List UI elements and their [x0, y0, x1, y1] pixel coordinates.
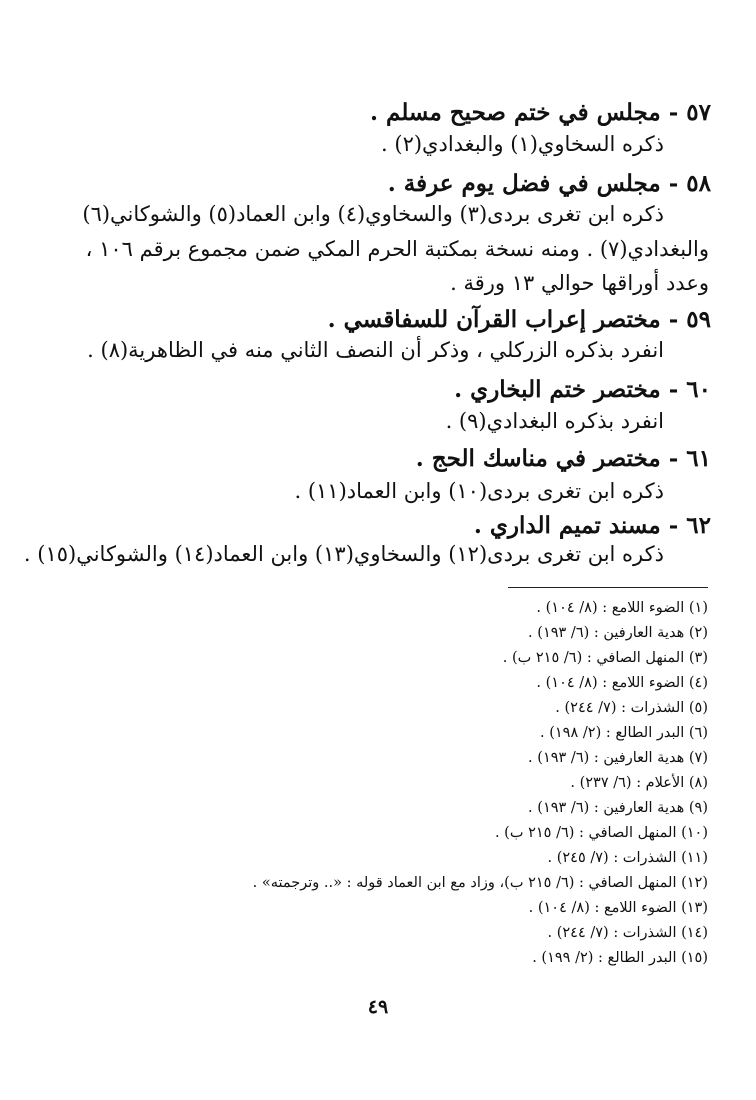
entry-59-body: انفرد بذكره الزركلي ، وذكر أن النصف الثاني منه في الظاهرية(٨) . [87, 338, 664, 362]
entry-62-title [474, 512, 711, 540]
entry-title-text: - مختصر في مناسك الحج . [415, 445, 679, 472]
entry-57-title [370, 99, 711, 127]
entry-number: ٥٨ [686, 170, 711, 197]
footnote-6: (٦) البدر الطالع : (٢/ ١٩٨) . [540, 725, 708, 741]
footnote-separator [508, 587, 708, 588]
entry-number: ٥٧ [686, 99, 711, 126]
entry-62-body: ذكره ابن تغرى بردى(١٢) والسخاوي(١٣) وابن العماد(١٤) والشوكاني(١٥) . [23, 542, 664, 566]
entry-58-body-line-2: والبغدادي(٧) . ومنه نسخة بمكتبة الحرم المكي ضمن مجموع برقم ١٠٦ ، [85, 237, 709, 261]
footnote-3: (٣) المنهل الصافي : (٦/ ٢١٥ ب) . [502, 650, 708, 666]
entry-title-text: - مسند تميم الداري . [473, 512, 679, 539]
footnote-9: (٩) هدية العارفين : (٦/ ١٩٣) . [528, 800, 708, 816]
footnote-10: (١٠) المنهل الصافي : (٦/ ٢١٥ ب) . [494, 825, 708, 841]
footnote-4: (٤) الضوء اللامع : (٨/ ١٠٤) . [536, 675, 708, 691]
entry-number: ٦١ [686, 445, 711, 472]
entry-number: ٥٩ [686, 306, 711, 333]
entry-number: ٦٢ [686, 512, 711, 539]
entry-60-title [454, 376, 711, 404]
entry-title-text: - مجلس في فضل يوم عرفة . [387, 170, 679, 197]
footnote-14: (١٤) الشذرات : (٧/ ٢٤٤) . [547, 925, 708, 941]
footnote-12: (١٢) المنهل الصافي : (٦/ ٢١٥ ب)، وزاد مع ابن العماد قوله : «.. وترجمته» . [252, 875, 708, 891]
entry-60-body: انفرد بذكره البغدادي(٩) . [445, 409, 664, 433]
footnote-13: (١٣) الضوء اللامع : (٨/ ١٠٤) . [528, 900, 708, 916]
footnote-7: (٧) هدية العارفين : (٦/ ١٩٣) . [528, 750, 708, 766]
entry-title-text: - مجلس في ختم صحيح مسلم . [370, 99, 679, 126]
footnote-5: (٥) الشذرات : (٧/ ٢٤٤) . [555, 700, 708, 716]
entry-58-body-line-1: ذكره ابن تغرى بردى(٣) والسخاوي(٤) وابن العماد(٥) والشوكاني(٦) [82, 202, 664, 226]
entry-57-body: ذكره السخاوي(١) والبغدادي(٢) . [381, 132, 664, 156]
entry-58-title [388, 170, 711, 198]
entry-title-text: - مختصر إعراب القرآن للسفاقسي . [327, 306, 679, 333]
footnote-11: (١١) الشذرات : (٧/ ٢٤٥) . [547, 850, 708, 866]
page-number: ٤٩ [367, 996, 389, 1018]
entry-title-text: - مختصر ختم البخاري . [454, 376, 679, 403]
footnote-2: (٢) هدية العارفين : (٦/ ١٩٣) . [528, 625, 708, 641]
entry-61-title [416, 445, 711, 473]
entry-58-body-line-3: وعدد أوراقها حوالي ١٣ ورقة . [450, 271, 709, 295]
footnote-1: (١) الضوء اللامع : (٨/ ١٠٤) . [536, 600, 708, 616]
footnote-15: (١٥) البدر الطالع : (٢/ ١٩٩) . [532, 950, 708, 966]
footnote-8: (٨) الأعلام : (٦/ ٢٣٧) . [570, 775, 708, 791]
entry-59-title [328, 306, 711, 334]
entry-61-body: ذكره ابن تغرى بردى(١٠) وابن العماد(١١) . [294, 479, 664, 503]
entry-number: ٦٠ [686, 376, 711, 403]
